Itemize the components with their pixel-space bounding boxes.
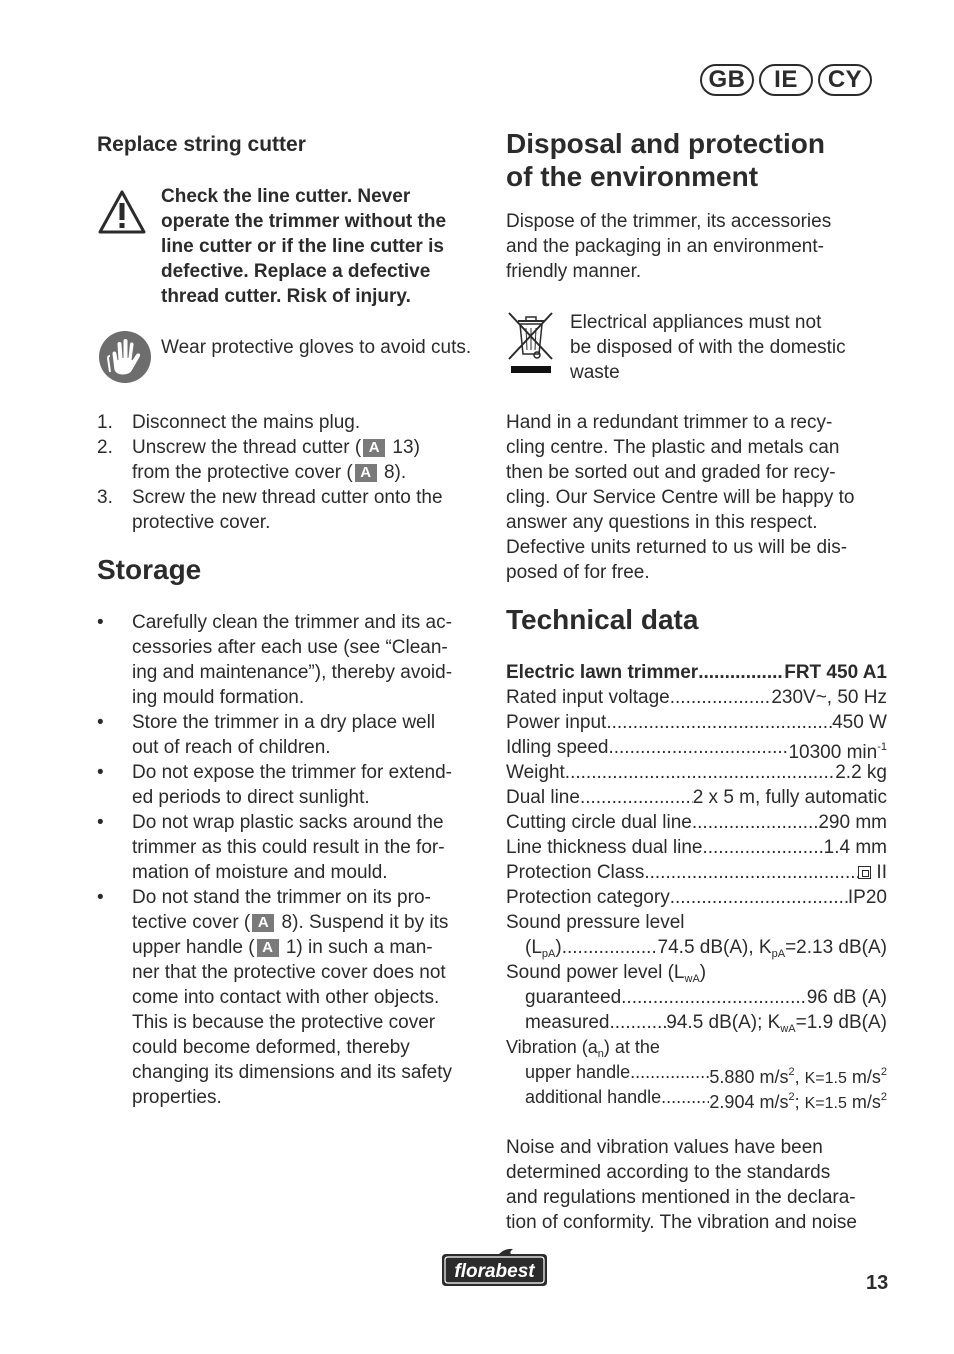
step-2: 2. Unscrew the thread cutter ( A 13) from the protective cover ( A 8). bbox=[97, 437, 420, 483]
tech-row-idle: Idling speed ..... 10300 $\min^{-1}$ bbox=[506, 735, 887, 765]
recycle-text: Hand in a redundant trimmer to a recy- cling centre. The plastic and metals can then be sorted out and graded for recy- cling. Our Service Centre will be happy to answer any questions in this respect. Defective units returned to us will be dis- posed of for free. bbox=[506, 412, 855, 583]
tech-row-protection-class: Protection Class ..... II bbox=[506, 860, 887, 885]
tech-row-sound-pressure: $(L_{pA})$ ..... 74.5 dB(A), $K_{pA}=2.13$ dB(A) bbox=[525, 935, 887, 967]
storage-bullet-5: • Do not stand the trimmer on its pro- tective cover ( A 8). Suspend it by its upper handle ( A 1) in such a man- ner that the protective cover does not come into contact with other objects. This is because the protective cover could become deformed, thereby changing its dimensions and its safety properties. bbox=[97, 887, 453, 1108]
storage-bullet-3: • Do not expose the trimmer for extend- ed periods to direct sunlight. bbox=[97, 762, 452, 808]
warning-icon bbox=[97, 189, 147, 235]
storage-bullet-2: • Store the trimmer in a dry place well out of reach of children. bbox=[97, 712, 436, 758]
tech-row-protection-category: Protection category ..... IP20 bbox=[506, 885, 887, 910]
disposal-heading: Disposal and protection of the environment bbox=[506, 128, 825, 192]
step-3: 3. Screw the new thread cutter onto the protective cover. bbox=[97, 487, 443, 533]
figure-ref-badge: A bbox=[355, 464, 377, 482]
crossed-bin-icon bbox=[506, 309, 556, 377]
tech-row-line-thickness: Line thickness dual line ..... 1.4 mm bbox=[506, 835, 887, 860]
badge-ie: IE bbox=[759, 64, 813, 96]
gloves-icon bbox=[98, 330, 152, 384]
logo-text: florabest bbox=[454, 1261, 535, 1282]
figure-ref-badge: A bbox=[257, 939, 279, 957]
tech-row-vibration-label: Vibration $(a_n)$ at the bbox=[506, 1037, 660, 1060]
figure-ref-badge: A bbox=[363, 439, 385, 457]
tech-row-model: Electric lawn trimmer ..... FRT 450 A1 bbox=[506, 660, 887, 685]
protection-class-ii-icon bbox=[858, 866, 871, 879]
storage-bullet-4: • Do not wrap plastic sacks around the trimmer as this could result in the for- mation of moisture and mould. bbox=[97, 812, 445, 883]
string-cutter-heading: Replace string cutter bbox=[97, 133, 306, 156]
page-number: 13 bbox=[866, 1272, 889, 1294]
tech-row-sound-power-label: Sound power level $(L_{wA})$ bbox=[506, 962, 707, 985]
tech-row-dual-line: Dual line ..... 2 x 5 m, fully automatic bbox=[506, 785, 887, 810]
storage-bullet-1: • Carefully clean the trimmer and its ac- cessories after each use (see “Clean- ing and maintenance”), thereby avoid- ing mould formation. bbox=[97, 612, 453, 708]
weee-text: Electrical appliances must not be disposed of with the domestic waste bbox=[570, 312, 846, 383]
badge-gb: GB bbox=[700, 64, 754, 96]
storage-heading: Storage bbox=[97, 554, 202, 585]
tech-row-power: Power input ..... 450 W bbox=[506, 710, 887, 735]
step-1: 1. Disconnect the mains plug. bbox=[97, 412, 361, 433]
tech-row-additional-handle: additional handle ..... 2.904 $m/s^2$; K=1.5 $m/s^2$ bbox=[525, 1085, 887, 1116]
noise-text: Noise and vibration values have been determined according to the standards and regulations mentioned in the declara- tion of conformity. The vibration and noise bbox=[506, 1137, 857, 1233]
figure-ref-badge: A bbox=[252, 914, 274, 932]
tech-row-guaranteed: guaranteed ..... 96 dB (A) bbox=[525, 985, 887, 1010]
tech-row-measured: measured ..... 94.5 dB(A); $K_{wA}=1.9$ dB(A) bbox=[525, 1010, 887, 1042]
warning-text: Check the line cutter. Never operate the trimmer without the line cutter or if the line cutter is defective. Replace a defective thread cutter. Risk of injury. bbox=[161, 186, 447, 307]
technical-data-heading: Technical data bbox=[506, 604, 699, 635]
florabest-logo bbox=[439, 1246, 550, 1288]
badge-cy: CY bbox=[818, 64, 872, 96]
tech-row-weight: Weight ..... 2.2 kg bbox=[506, 760, 887, 785]
tech-row-sound-pressure-label: Sound pressure level bbox=[506, 912, 685, 933]
country-badges bbox=[700, 64, 872, 96]
tech-row-upper-handle: upper handle ..... 5.880 $m/s^2$, K=1.5 $m/s^2$ bbox=[525, 1060, 887, 1091]
tech-row-voltage: Rated input voltage ..... 230V~, 50 Hz bbox=[506, 685, 887, 710]
gloves-text: Wear protective gloves to avoid cuts. bbox=[161, 337, 472, 358]
tech-row-cutting-circle: Cutting circle dual line ..... 290 mm bbox=[506, 810, 887, 835]
disposal-text: Dispose of the trimmer, its accessories and the packaging in an environment- friendly manner. bbox=[506, 211, 832, 282]
